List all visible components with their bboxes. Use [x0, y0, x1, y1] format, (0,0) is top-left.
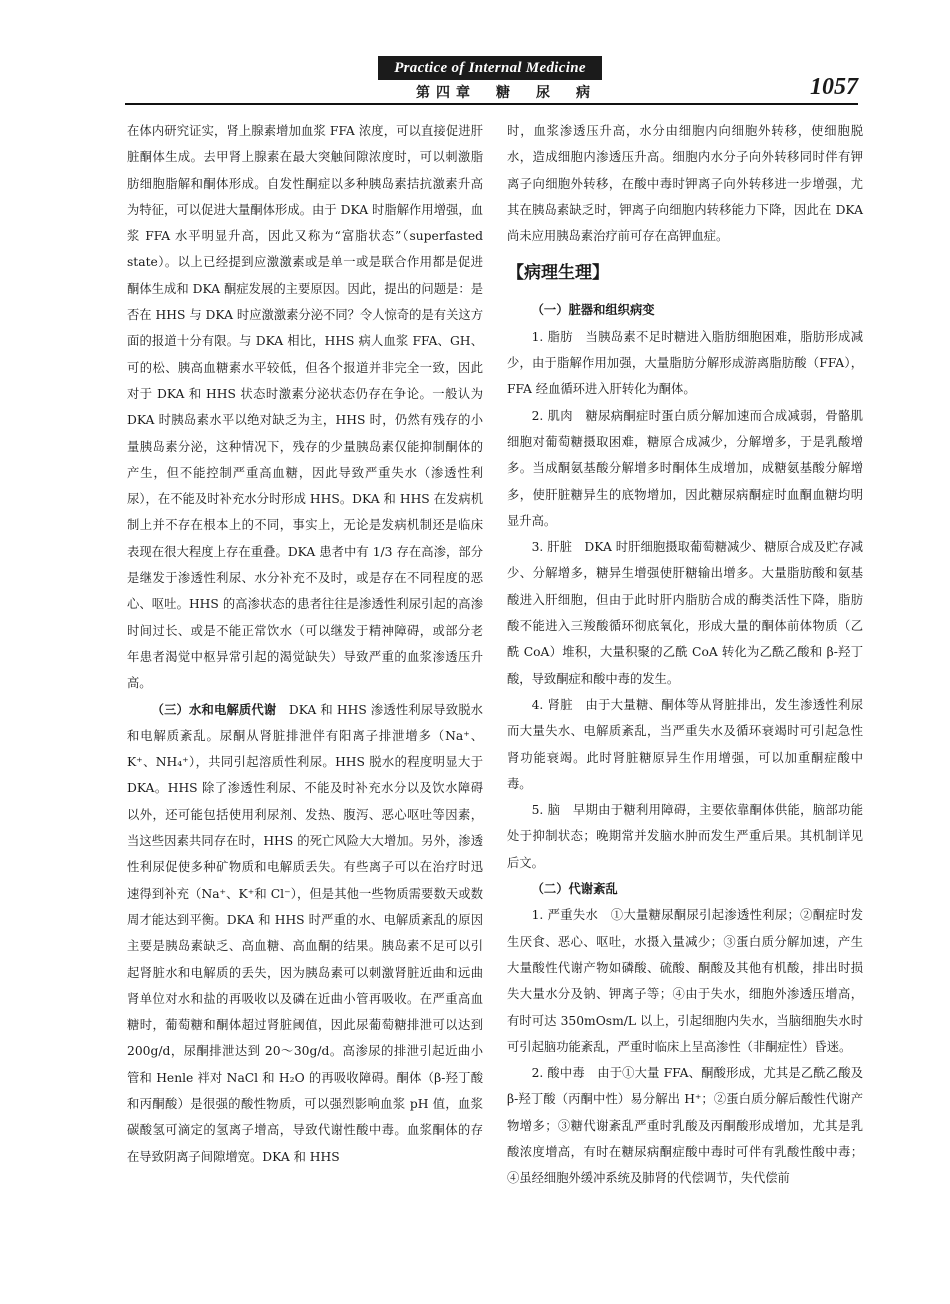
list-item: 5. 脑 早期由于糖利用障碍，主要依靠酮体供能，脑部功能处于抑制状态；晚期常并发脑水肿而发生严重后果。其机制详见后文。 [507, 803, 863, 870]
subheading: （三）水和电解质代谢 [151, 702, 277, 717]
list-item: 2. 肌肉 糖尿病酮症时蛋白质分解加速而合成减弱，骨骼肌细胞对葡萄糖摄取困难，糖原合成减少，分解增多，于是乳酸增多。当成酮氨基酸分解增多时酮体生成增加，成糖氨基酸分解增多，使肝脏糖异生的底物增加，因此糖尿病酮症时血酮血糖均明显升高。 [507, 408, 863, 528]
header-rule [125, 103, 858, 105]
section-heading: 【病理生理】 [507, 263, 609, 284]
left-column [127, 118, 483, 1170]
right-column [507, 118, 863, 1192]
list-item: 2. 酸中毒 由于①大量 FFA、酮酸形成，尤其是乙酰乙酸及 β-羟丁酸（丙酮中性）易分解出 H⁺；②蛋白质分解后酸性代谢产物增多；③糖代谢紊乱严重时乳酸及丙酮酸形成增加，尤其是乳酸浓度增高，有时在糖尿病酮症酸中毒时可伴有乳酸性酸中毒；④虽经细胞外缓冲系统及肺肾的代偿调节，失代偿前 [507, 1066, 863, 1186]
list-item: 1. 脂肪 当胰岛素不足时糖进入脂肪细胞困难，脂肪形成减少，由于脂解作用加强，大量脂肪分解形成游离脂肪酸（FFA），FFA 经血循环进入肝转化为酮体。 [507, 329, 863, 397]
list-item: 3. 肝脏 DKA 时肝细胞摄取葡萄糖减少、糖原合成及贮存减少、分解增多，糖异生增强使肝糖输出增多。大量脂肪酸和氨基酸进入肝细胞，但由于此时肝内脂肪合成的酶类活性下降，脂肪酸不能进入三羧酸循环彻底氧化，形成大量的酮体前体物质（乙酰 CoA）堆积，大量积聚的乙酰 CoA 转化为乙酰乙酸和 β-羟丁酸，导致酮症和酸中毒的发生。 [507, 540, 863, 686]
paragraph [127, 697, 483, 1170]
paragraph-body: DKA 和 HHS 渗透性利尿导致脱水和电解质紊乱。尿酮从肾脏排泄伴有阳离子排泄增多（Na⁺、K⁺、NH₄⁺），共同引起溶质性利尿。HHS 脱水的程度明显大于 DKA。HHS 除了渗透性利尿、不能及时补充水分以及饮水障碍以外，还可能包括使用利尿剂、发热、腹泻、恶心呕吐等因素，当这些因素共同存在时，HHS 的死亡风险大大增加。另外，渗透性利尿促使多种矿物质和电解质丢失。有些离子可以在治疗时迅速得到补充（Na⁺、K⁺和 Cl⁻），但是其他一些物质需要数天或数周才能达到平衡。DKA 和 HHS 时严重的水、电解质紊乱的原因主要是胰岛素缺乏、高血糖、高血酮的结果。胰岛素不足可以引起肾脏水和电解质的丢失，因为胰岛素可以刺激肾脏近曲和远曲肾单位对水和盐的再吸收以及磷在近曲小管再吸收。在严重高血糖时，葡萄糖和酮体超过肾脏阈值，因此尿葡萄糖排泄可以达到 200g/d，尿酮排泄达到 20～30g/d。高渗尿的排泄引起近曲小管和 Henle 袢对 NaCl 和 H₂O 的再吸收障碍。酮体（β-羟丁酸和丙酮酸）是很强的酸性物质，可以强烈影响血浆 pH 值，血浆碳酸氢可滴定的氢离子增高，导致代谢性酸中毒。血浆酮体的存在导致阴离子间隙增宽。DKA 和 HHS [127, 702, 483, 1164]
chapter-title: 第四章 糖 尿 病 [416, 85, 596, 101]
list-item: 4. 肾脏 由于大量糖、酮体等从肾脏排出，发生渗透性利尿而大量失水、电解质紊乱，当严重失水及循环衰竭时可引起急性肾功能衰竭。此时肾脏糖原异生作用增强，可以加重酮症酸中毒。 [507, 697, 863, 791]
list-item: 1. 严重失水 ①大量糖尿酮尿引起渗透性利尿；②酮症时发生厌食、恶心、呕吐，水摄入量减少；③蛋白质分解加速，产生大量酸性代谢产物如磷酸、硫酸、酮酸及其他有机酸，排出时损失大量水分及钠、钾离子等；④由于失水，细胞外渗透压增高，有时可达 350mOsm/L 以上，引起细胞内失水，当脑细胞失水时可引起脑功能紊乱，严重时临床上呈高渗性（非酮症性）昏迷。 [507, 908, 863, 1054]
subheading: （一）脏器和组织病变 [531, 303, 655, 318]
paragraph: 在体内研究证实，肾上腺素增加血浆 FFA 浓度，可以直接促进肝脏酮体生成。去甲肾上腺素在最大突触间隙浓度时，可以刺激脂肪细胞脂解和酮体形成。自发性酮症以多种胰岛素拮抗激素升高为特征，可以促进大量酮体形成。由于 DKA 时脂解作用增强，血浆 FFA 水平明显升高，因此又称为“富脂状态”（superfasted state）。以上已经提到应激激素或是单一或是联合作用都是促进酮体生成和 DKA 酮症发展的主要原因。因此，提出的问题是：是否在 HHS 与 DKA 时应激激素分泌不同？令人惊奇的是有关这方面的报道十分有限。与 DKA 相比，HHS 病人血浆 FFA、GH、可的松、胰高血糖素水平较低，但各个报道并非完全一致，因此对于 DKA 和 HHS 状态时激素分泌状态仍存在争论。一般认为 DKA 时胰岛素水平以绝对缺乏为主，HHS 时，仍然有残存的小量胰岛素分泌，这种情况下，残存的少量胰岛素仅能抑制酮体的产生，但不能控制严重高血糖，因此导致严重失水（渗透性利尿），在不能及时补充水分时形成 HHS。DKA 和 HHS 在发病机制上并不存在根本上的不同，事实上，无论是发病机制还是临床表现在很大程度上存在重叠。DKA 患者中有 1/3 存在高渗，部分是继发于渗透性利尿、水分补充不及时，或是存在不同程度的恶心、呕吐。HHS 的高渗状态的患者往往是渗透性利尿引起的高渗时间过长、或是不能正常饮水（可以继发于精神障碍，或部分老年患者渴觉中枢异常引起的渴觉缺失）导致严重的血浆渗透压升高。 [127, 124, 483, 691]
journal-banner: Practice of Internal Medicine [378, 56, 602, 80]
paragraph: 时，血浆渗透压升高，水分由细胞内向细胞外转移，使细胞脱水，造成细胞内渗透压升高。细胞内水分子向外转移同时伴有钾离子向细胞外转移，在酸中毒时钾离子向外转移进一步增强，尤其在胰岛素缺乏时，钾离子向细胞内转移能力下降，因此在 DKA 尚未应用胰岛素治疗前可存在高钾血症。 [507, 124, 863, 244]
subheading: （二）代谢紊乱 [531, 882, 618, 897]
page-number: 1057 [810, 74, 858, 100]
